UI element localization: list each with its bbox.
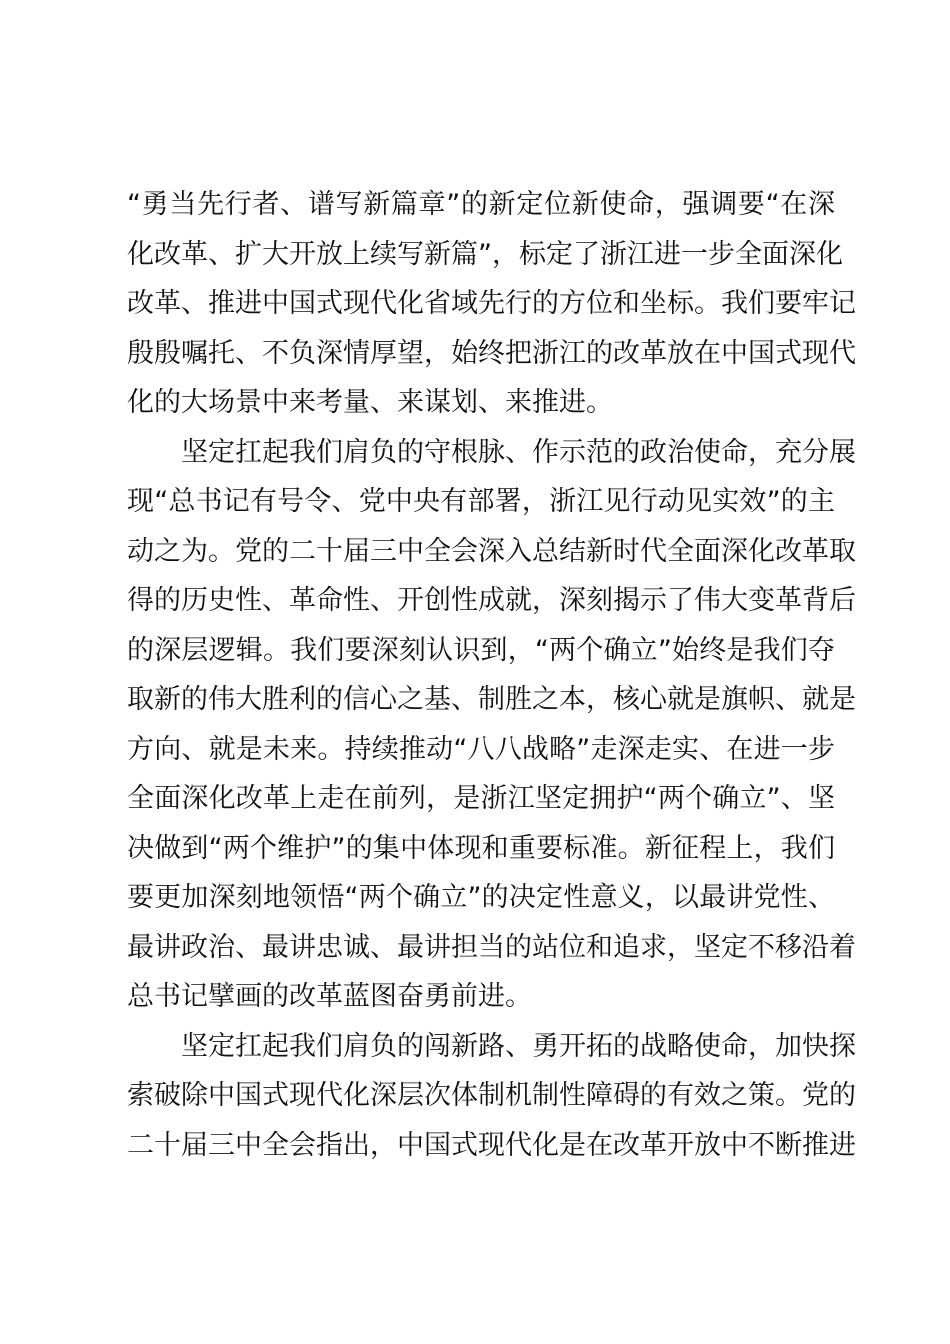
text-line: 化的大场景中来考量、来谋划、来推进。 [127,387,613,418]
text-line: 坚定扛起我们肩负的闯新路、勇开拓的战略使命，加快探 [181,1030,856,1062]
text-line: 化改革、扩大开放上续写新篇”，标定了浙江进一步全面深化 [127,238,843,270]
text-line: 取新的伟大胜利的信心之基、制胜之本，核心就是旗帜、就是 [127,684,856,715]
document-body [127,180,856,1170]
text-line: 坚定扛起我们肩负的守根脉、作示范的政治使命，充分展 [181,436,856,468]
text-line: 现“总书记有号令、党中央有部署，浙江见行动见实效”的主 [127,486,835,517]
text-line: 索破除中国式现代化深层次体制机制性障碍的有效之策。党的 [127,1080,856,1111]
paragraph-3 [127,1022,856,1171]
paragraph-1 [127,180,856,428]
text-line: “勇当先行者、谱写新篇章”的新定位新使命，强调要“在深 [127,189,835,220]
text-line: 全面深化改革上走在前列，是浙江坚定拥护“两个确立”、坚 [127,783,835,814]
text-line: 决做到“两个维护”的集中体现和重要标准。新征程上，我们 [127,832,835,864]
text-line: 二十届三中全会指出，中国式现代化是在改革开放中不断推进 [127,1129,856,1161]
text-line: 改革、推进中国式现代化省域先行的方位和坐标。我们要牢记 [127,288,856,319]
text-line: 的深层逻辑。我们要深刻认识到，“两个确立”始终是我们夺 [127,634,835,666]
text-line: 方向、就是未来。持续推动“八八战略”走深走实、在进一步 [127,733,835,765]
text-line: 动之为。党的二十届三中全会深入总结新时代全面深化改革取 [127,535,856,567]
text-line: 得的历史性、革命性、开创性成就，深刻揭示了伟大变革背后 [127,585,856,616]
text-line: 总书记擘画的改革蓝图奋勇前进。 [127,981,532,1012]
text-line: 殷殷嘱托、不负深情厚望，始终把浙江的改革放在中国式现代 [127,337,856,369]
text-line: 最讲政治、最讲忠诚、最讲担当的站位和追求，坚定不移沿着 [127,931,856,963]
paragraph-2 [127,428,856,1022]
text-line: 要更加深刻地领悟“两个确立”的决定性意义，以最讲党性、 [127,882,835,913]
